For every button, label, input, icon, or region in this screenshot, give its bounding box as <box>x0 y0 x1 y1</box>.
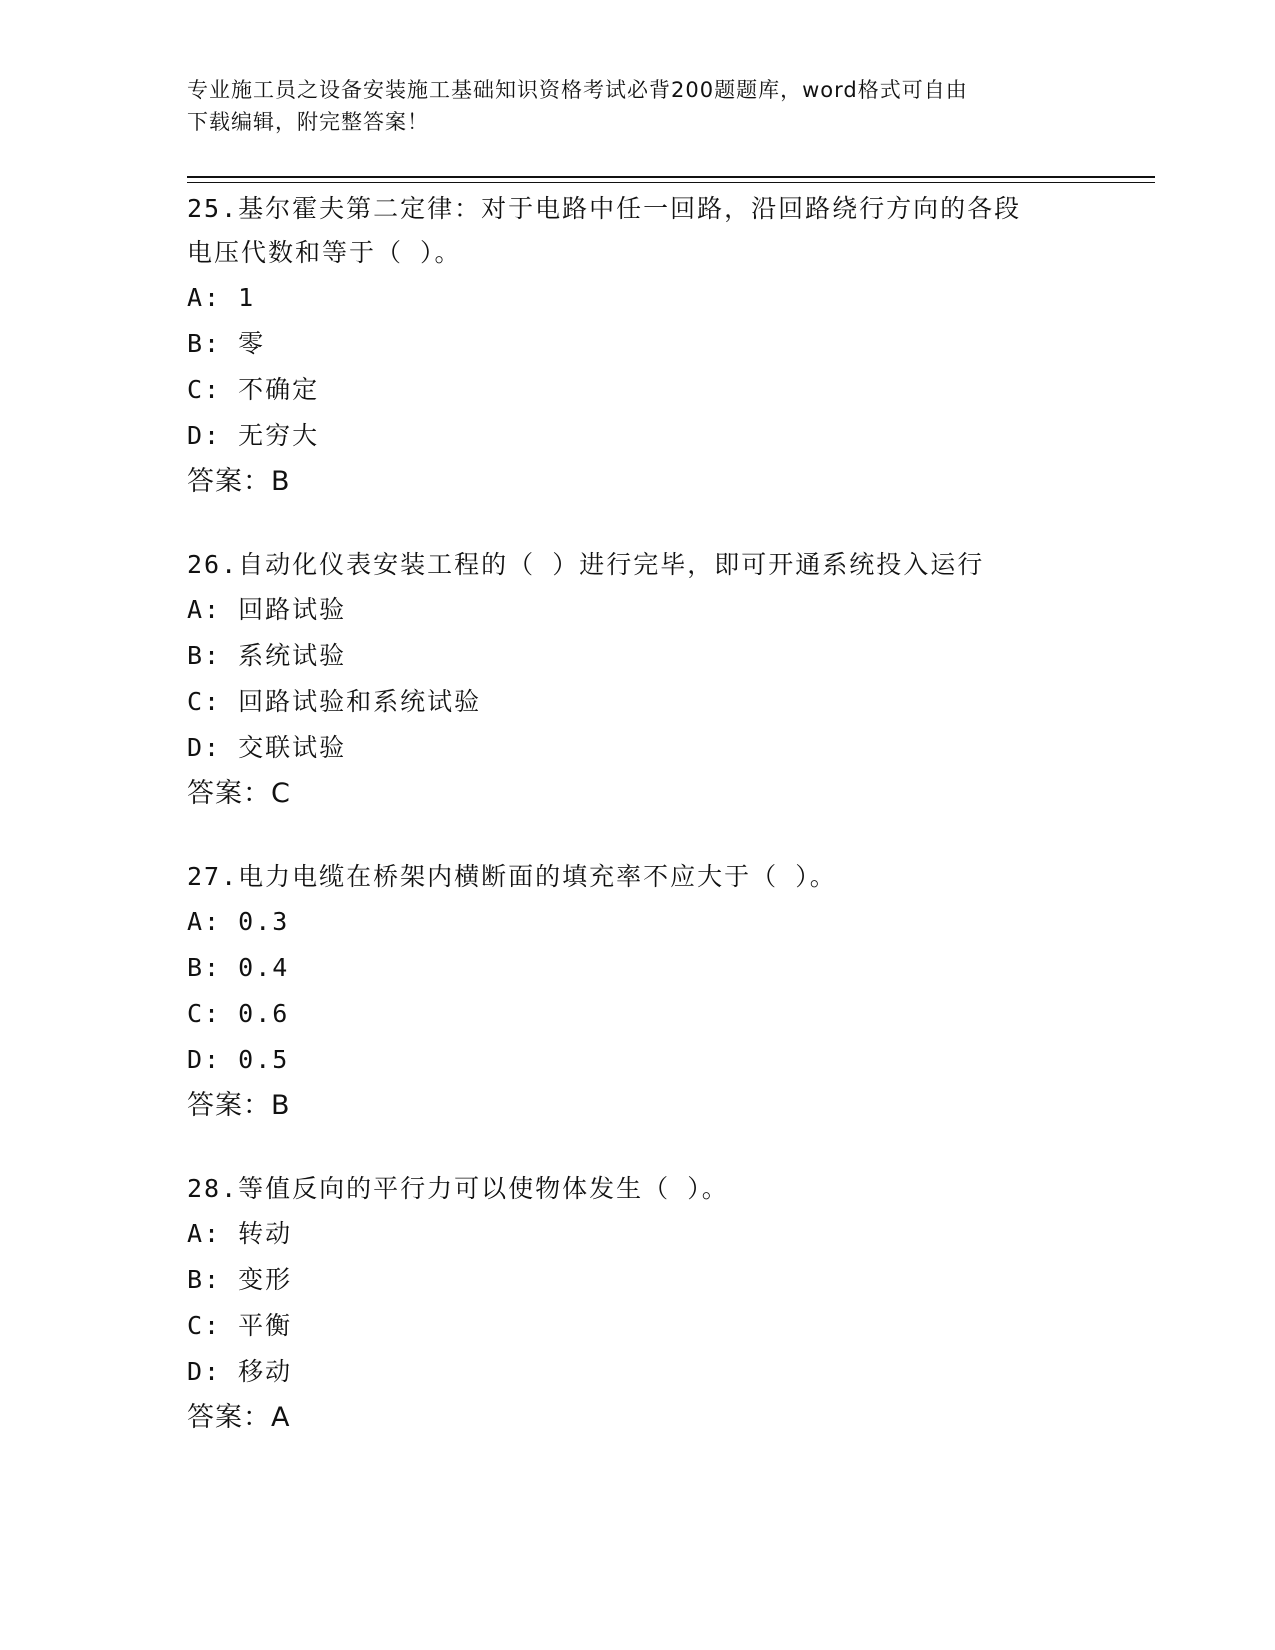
option-a: A: 回路试验 <box>187 595 347 624</box>
option-c: C: 0.6 <box>187 999 290 1028</box>
option-b: B: 零 <box>187 329 266 358</box>
option-b: B: 0.4 <box>187 953 290 982</box>
question-28 <box>187 1167 1087 1441</box>
option-b: B: 变形 <box>187 1265 293 1294</box>
header-line-2: 下载编辑，附完整答案！ <box>187 110 429 134</box>
option-d: D: 移动 <box>187 1357 293 1386</box>
question-list <box>187 187 1087 1479</box>
question-stem <box>187 1167 1087 1211</box>
option-b: B: 系统试验 <box>187 641 347 670</box>
answer-label: 答案：B <box>187 1090 291 1121</box>
option-a: A: 1 <box>187 283 256 312</box>
option-c: C: 不确定 <box>187 375 320 404</box>
option-c: C: 回路试验和系统试验 <box>187 687 482 716</box>
question-26 <box>187 543 1087 817</box>
answer-label: 答案：B <box>187 466 291 497</box>
option-d: D: 0.5 <box>187 1045 290 1074</box>
question-stem <box>187 855 1087 899</box>
question-stem <box>187 543 1087 587</box>
option-d: D: 无穷大 <box>187 421 320 450</box>
option-a: A: 0.3 <box>187 907 290 936</box>
question-stem-line: 27.电力电缆在桥架内横断面的填充率不应大于（ ）。 <box>187 862 837 891</box>
document-header <box>187 74 1087 138</box>
header-divider-thick <box>187 176 1155 178</box>
header-divider-thin <box>187 182 1155 183</box>
question-25 <box>187 187 1087 505</box>
question-stem-line: 电压代数和等于（ ）。 <box>187 238 462 267</box>
question-27 <box>187 855 1087 1129</box>
answer-label: 答案：C <box>187 778 291 809</box>
question-stem-line: 28.等值反向的平行力可以使物体发生（ ）。 <box>187 1174 729 1203</box>
question-stem <box>187 187 1087 275</box>
answer-label: 答案：A <box>187 1402 291 1433</box>
option-a: A: 转动 <box>187 1219 293 1248</box>
header-line-1: 专业施工员之设备安装施工基础知识资格考试必背200题题库，word格式可自由 <box>187 78 968 102</box>
option-d: D: 交联试验 <box>187 733 347 762</box>
option-c: C: 平衡 <box>187 1311 293 1340</box>
question-stem-line: 26.自动化仪表安装工程的（ ）进行完毕，即可开通系统投入运行 <box>187 550 985 579</box>
question-stem-line: 25.基尔霍夫第二定律：对于电路中任一回路，沿回路绕行方向的各段 <box>187 194 1022 223</box>
